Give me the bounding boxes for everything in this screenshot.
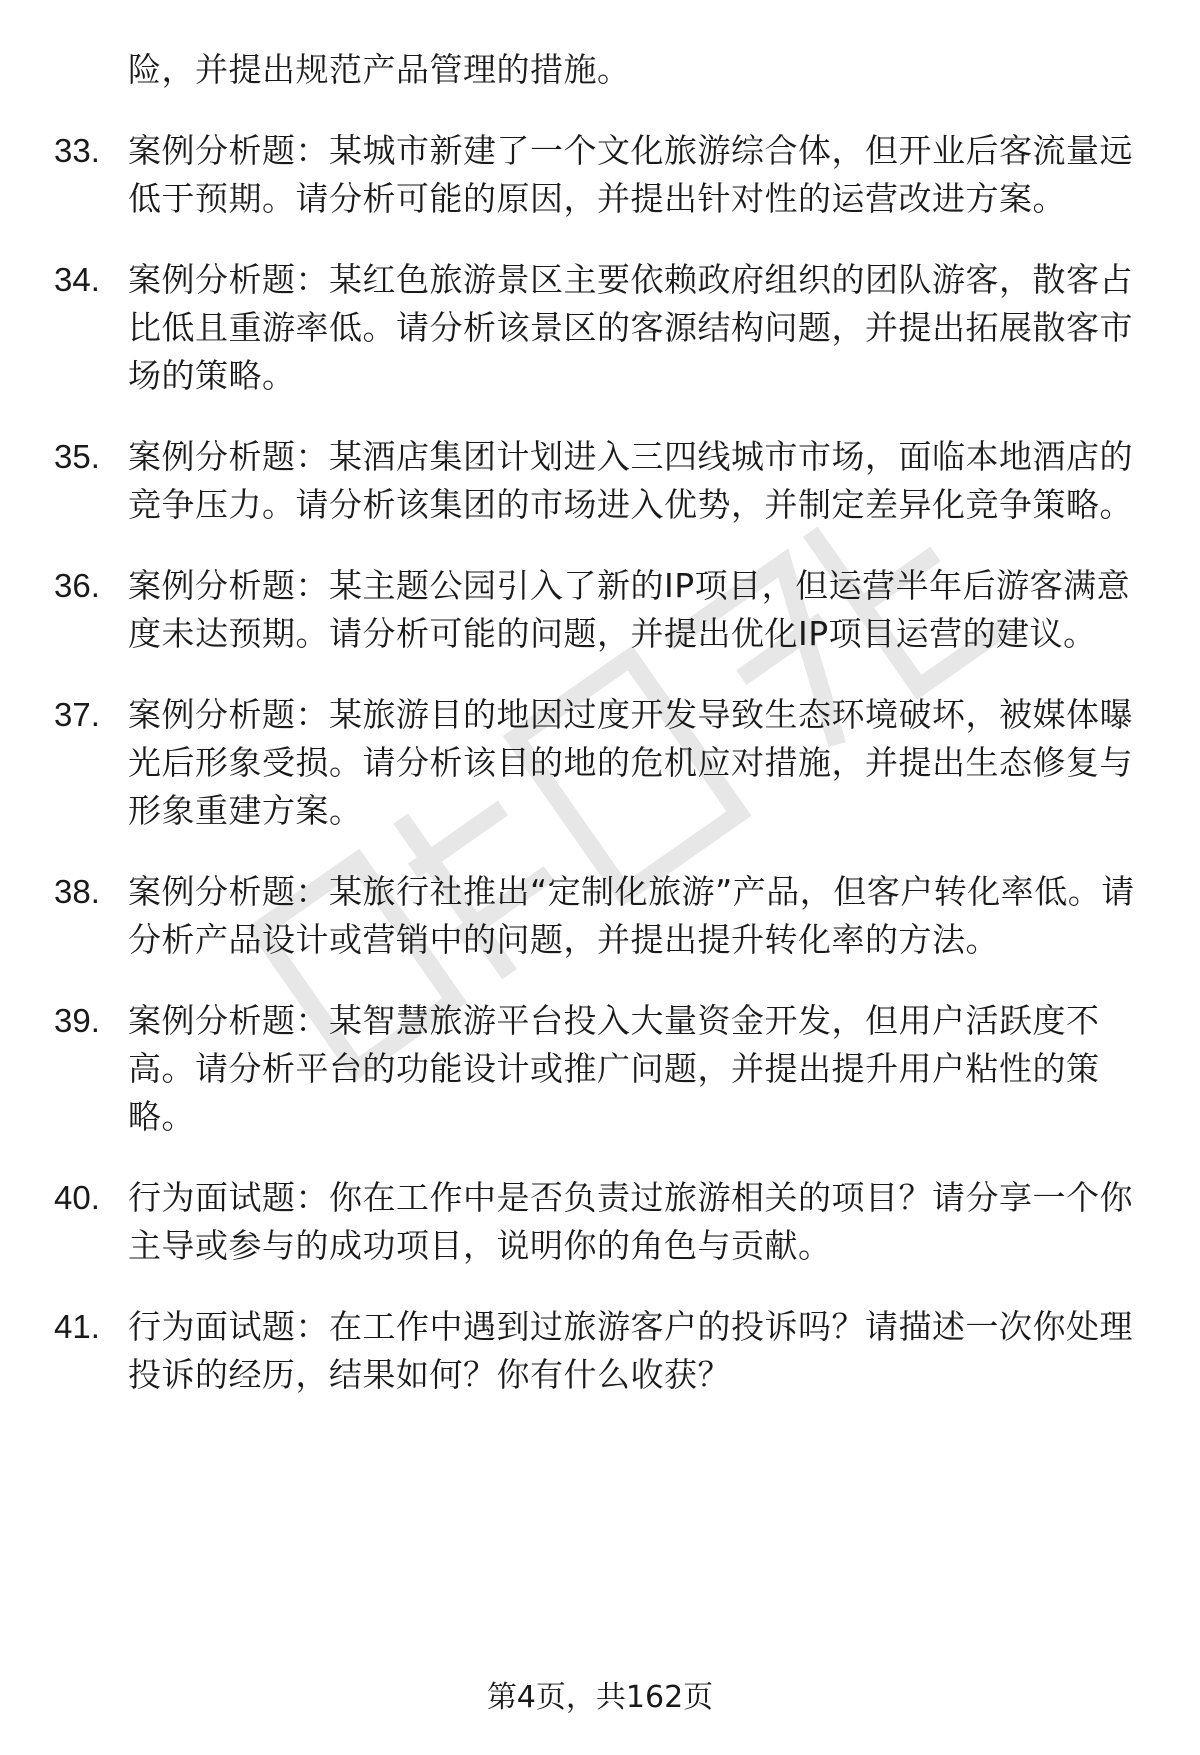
question-text: 案例分析题：某旅游目的地因过度开发导致生态环境破坏，被媒体曝光后形象受损。请分析该目的地的危机应对措施，并提出生态修复与形象重建方案。 <box>128 695 1133 830</box>
question-text: 案例分析题：某主题公园引入了新的IP项目，但运营半年后游客满意度未达预期。请分析可能的问题，并提出优化IP项目运营的建议。 <box>128 566 1131 653</box>
question-text: 案例分析题：某智慧旅游平台投入大量资金开发，但用户活跃度不高。请分析平台的功能设计或推广问题，并提出提升用户粘性的策略。 <box>128 1001 1100 1136</box>
list-item <box>0 691 1138 835</box>
question-number: 36. <box>54 567 100 604</box>
question-number: 38. <box>54 873 100 910</box>
page-footer: 第4页，共162页 <box>486 1680 714 1715</box>
question-number: 33. <box>54 132 100 169</box>
question-number: 34. <box>54 261 100 298</box>
list-item <box>0 433 1138 529</box>
question-number: 40. <box>54 1179 100 1216</box>
list-item <box>0 127 1138 223</box>
question-text: 行为面试题：你在工作中是否负责过旅游相关的项目？请分享一个你主导或参与的成功项目，说明你的角色与贡献。 <box>128 1178 1133 1265</box>
question-number: 41. <box>54 1308 100 1345</box>
question-text: 案例分析题：某红色旅游景区主要依赖政府组织的团队游客，散客占比低且重游率低。请分析该景区的客源结构问题，并提出拓展散客市场的策略。 <box>128 260 1133 395</box>
continuation-text: 险，并提出规范产品管理的措施。 <box>128 50 631 89</box>
question-number: 37. <box>54 696 100 733</box>
list-item <box>0 256 1138 400</box>
question-list <box>0 46 1200 1399</box>
question-text: 案例分析题：某旅行社推出“定制化旅游”产品，但客户转化率低。请分析产品设计或营销中的问题，并提出提升转化率的方法。 <box>128 872 1135 959</box>
list-item <box>0 997 1138 1141</box>
question-text: 案例分析题：某酒店集团计划进入三四线城市市场，面临本地酒店的竞争压力。请分析该集团的市场进入优势，并制定差异化竞争策略。 <box>128 437 1133 524</box>
list-item <box>0 562 1138 658</box>
question-number: 35. <box>54 438 100 475</box>
question-number: 39. <box>54 1002 100 1039</box>
list-item <box>0 1303 1138 1399</box>
list-item <box>0 868 1138 964</box>
question-text: 案例分析题：某城市新建了一个文化旅游综合体，但开业后客流量远低于预期。请分析可能的原因，并提出针对性的运营改进方案。 <box>128 131 1133 218</box>
list-item <box>0 1174 1138 1270</box>
question-text: 行为面试题：在工作中遇到过旅游客户的投诉吗？请描述一次你处理投诉的经历，结果如何？你有什么收获？ <box>128 1307 1133 1394</box>
